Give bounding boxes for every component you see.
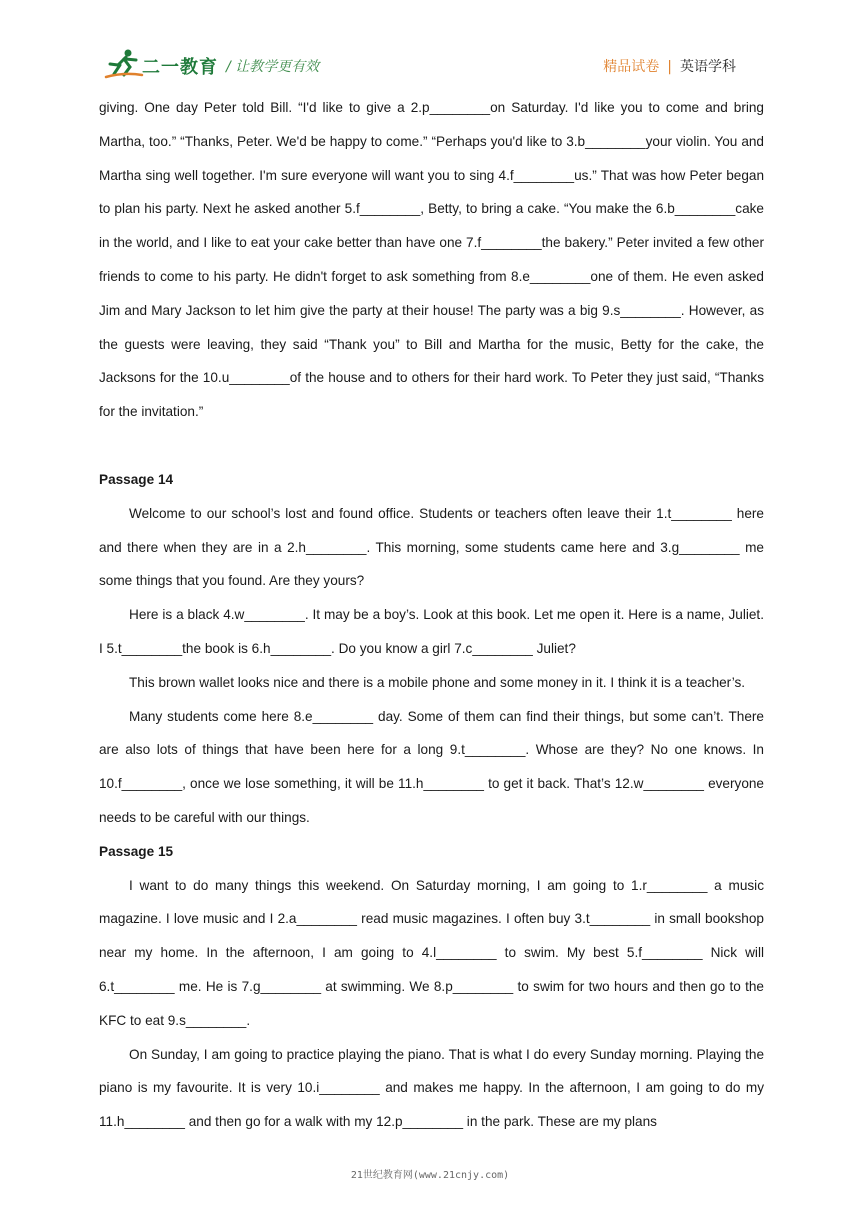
passage15-paragraph: On Sunday, I am going to practice playing the piano. That is what I do every Sunday morning. Playing the piano is my favourite. It is very 10.i________ and makes me happy. In the afternoon, I am going to do my 11.h________ and then go for a walk with my 12.p________ in the park. These are my plans [99,1046,764,1130]
logo-text: 二一教育 [142,57,218,78]
passage13-tail-paragraph: giving. One day Peter told Bill. “I'd like to give a 2.p________on Saturday. I'd like you to come and bring Martha, too.” “Thanks, Peter. We'd be happy to come.” “Perhaps you'd like to 3.b________your violin. You and Martha sing well together. I'm sure everyone will want you to sing 4.f________us.” That was how Peter began to plan his party. Next he asked another 5.f________, Betty, to bring a cake. “You make the 6.b________cake in the world, and I like to eat your cake better than have one 7.f________the bakery.” Peter invited a few other friends to come to his party. He didn't forget to ask something from 8.e________one of them. He even asked Jim and Mary Jackson to let him give the party at their house! The party was a big 9.s________. However, as the guests were leaving, they said “Thank you” to Bill and Martha for the music, Betty for the cake, the Jacksons for the 10.u________of the house and to others for their hard work. To Peter they just said, “Thanks for the invitation.” [99,100,764,420]
document-body [99,91,764,1139]
passage14-title: Passage 14 [99,471,174,487]
tag-subject: 英语学科 [680,59,736,75]
section-gap [99,429,764,463]
tag-premium-paper: 精品试卷 [603,59,660,75]
passage15-paragraph: I want to do many things this weekend. On Saturday morning, I am going to 1.r________ a music magazine. I love music and I 2.a________ read music magazines. I often buy 3.t________ in small bookshop near my home. In the afternoon, I am going to 4.l________ to swim. My best 5.f________ Nick will 6.t________ me. He is 7.g________ at swimming. We 8.p________ to swim for two hours and then go to the KFC to eat 9.s________. [99,877,764,1028]
passage14-paragraph: Here is a black 4.w________. It may be a boy’s. Look at this book. Let me open it. Here is a name, Juliet. I 5.t________the book is 6.h________. Do you know a girl 7.c________ Juliet? [99,607,764,656]
passage15-title: Passage 15 [99,843,174,859]
tag-separator: | [667,59,672,75]
page-header [0,0,860,90]
page-footer: 21世纪教育网(www.21cnjy.com) [350,1170,510,1181]
logo [104,48,224,80]
passage14-paragraph: Welcome to our school’s lost and found office. Students or teachers often leave their 1.t________ here and there when they are in a 2.h________. This morning, some students came here and 3.g________ me some things that you found. Are they yours? [99,505,764,589]
runner-logo-icon [104,48,144,80]
passage14-paragraph: This brown wallet looks nice and there is a mobile phone and some money in it. I think it is a teacher’s. [129,674,746,690]
header-tags [603,56,736,76]
slogan: / 让教学更有效 [226,59,320,75]
passage14-paragraph: Many students come here 8.e________ day. Some of them can find their things, but some can’t. There are also lots of things that have been here for a long 9.t________. Whose are they? No one knows. In 10.f________, once we lose something, it will be 11.h________ to get it back. That’s 12.w________ everyone needs to be careful with our things. [99,708,764,825]
